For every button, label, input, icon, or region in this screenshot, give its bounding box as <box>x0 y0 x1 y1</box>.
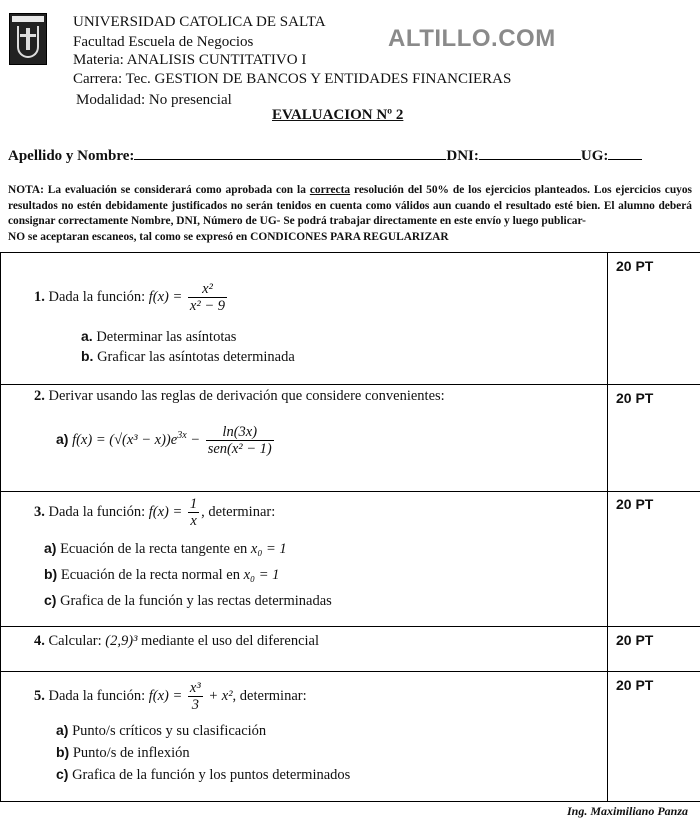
university-name: UNIVERSIDAD CATOLICA DE SALTA <box>73 14 326 30</box>
exercise-5-item-b: b) Punto/s de inflexión <box>56 744 190 761</box>
fraction: $\frac{\ln(3x)}{\text{sen(x² − 1)}}$ <box>207 424 272 457</box>
nota-text: NOTA: La evaluación se considerará como aprobada con la <box>8 184 310 196</box>
points-1: 20 PT <box>616 258 654 274</box>
modality: Modalidad: No presencial <box>76 92 232 108</box>
exercise-1-item-a: a. Determinar las asíntotas <box>81 328 237 345</box>
nota-underlined: correcta <box>309 184 351 196</box>
nota-line2: NO se aceptaran escaneos, tal como se expresó en CONDICONES PARA REGULARIZAR <box>8 230 449 243</box>
exercise-5-item-a: a) Punto/s críticos y su clasificación <box>56 722 267 739</box>
nota-block <box>8 183 692 245</box>
exercise-5-item-c: c) Grafica de la función y los puntos determinados <box>56 766 351 783</box>
row-divider <box>0 384 700 385</box>
ug-label: UG: <box>580 148 609 164</box>
watermark: ALTILLO.COM <box>388 25 556 52</box>
exercise-3-item-b: b) Ecuación de la recta normal en x₀ = 1 <box>44 566 280 583</box>
exercise-3: 3. Dada la función: f(x) = $\frac{1}{x}$ , determinar: <box>34 496 276 529</box>
dni-label: DNI: <box>446 148 479 164</box>
table-left-border <box>0 252 1 802</box>
exercise-4: 4. Calcular: (2,9)³ mediante el uso del diferencial <box>34 633 319 649</box>
career-name: Carrera: Tec. GESTION DE BANCOS Y ENTIDADES FINANCIERAS <box>73 71 512 87</box>
exercise-3-item-a: a) Ecuación de la recta tangente en x₀ = 1 <box>44 540 287 557</box>
table-bottom-border <box>0 801 700 802</box>
faculty-name: Facultad Escuela de Negocios <box>73 34 254 50</box>
fraction: $\frac{\text{x³}}{3}$ <box>189 680 201 713</box>
ug-blank[interactable] <box>608 145 642 160</box>
name-blank[interactable] <box>134 145 446 160</box>
fraction: $\frac{\text{x²}}{\text{x² − 9}}$ <box>189 281 225 314</box>
nota-text-end: resolución del 50% de los ejercicios planteados. Los ejercicios cuyos resultados no estén debidamente justificados no serán tenidos en cuenta como válidos aun cuando el resultado esté bien. El alumno deberá consignar correctamente Nombre, DNI, Número de UG- Se podrá trabajar directamente en este envío y luego publicar- <box>8 184 692 227</box>
row-divider <box>0 626 700 627</box>
points-column-divider <box>607 252 608 802</box>
points-3: 20 PT <box>616 496 654 512</box>
dni-blank[interactable] <box>479 145 581 160</box>
university-logo <box>9 13 47 65</box>
points-5: 20 PT <box>616 677 654 693</box>
exam-title: EVALUACION Nº 2 <box>272 107 404 123</box>
exercise-1-item-b: b. Graficar las asíntotas determinada <box>81 348 295 365</box>
fraction: $\frac{1}{x}$ <box>189 496 198 529</box>
row-divider <box>0 671 700 672</box>
student-fields <box>8 145 698 165</box>
row-divider <box>0 491 700 492</box>
exercise-5: 5. Dada la función: f(x) = $\frac{\text{x³}}{3}$ + x², determinar: <box>34 680 307 713</box>
exercise-2: 2. Derivar usando las reglas de derivación que considere convenientes: <box>34 388 445 404</box>
points-4: 20 PT <box>616 632 654 648</box>
exercise-1: 1. Dada la función: f(x) = $\frac{\text{x²}}{\text{x² − 9}}$ <box>34 281 225 314</box>
points-2: 20 PT <box>616 390 654 406</box>
table-top-border <box>0 252 700 253</box>
author-signature: Ing. Maximiliano Panza <box>566 804 688 818</box>
subject-name: Materia: ANALISIS CUNTITATIVO I <box>73 52 307 68</box>
exercise-3-item-c: c) Grafica de la función y las rectas determinadas <box>44 592 332 609</box>
name-label: Apellido y Nombre: <box>8 148 135 164</box>
exercise-2-item-a: a) $f(x) = (√(x^3 - x))e^{3x}$ − $\frac{\ln(3x)}{\text{sen(x² − 1)}}$ <box>56 424 272 457</box>
